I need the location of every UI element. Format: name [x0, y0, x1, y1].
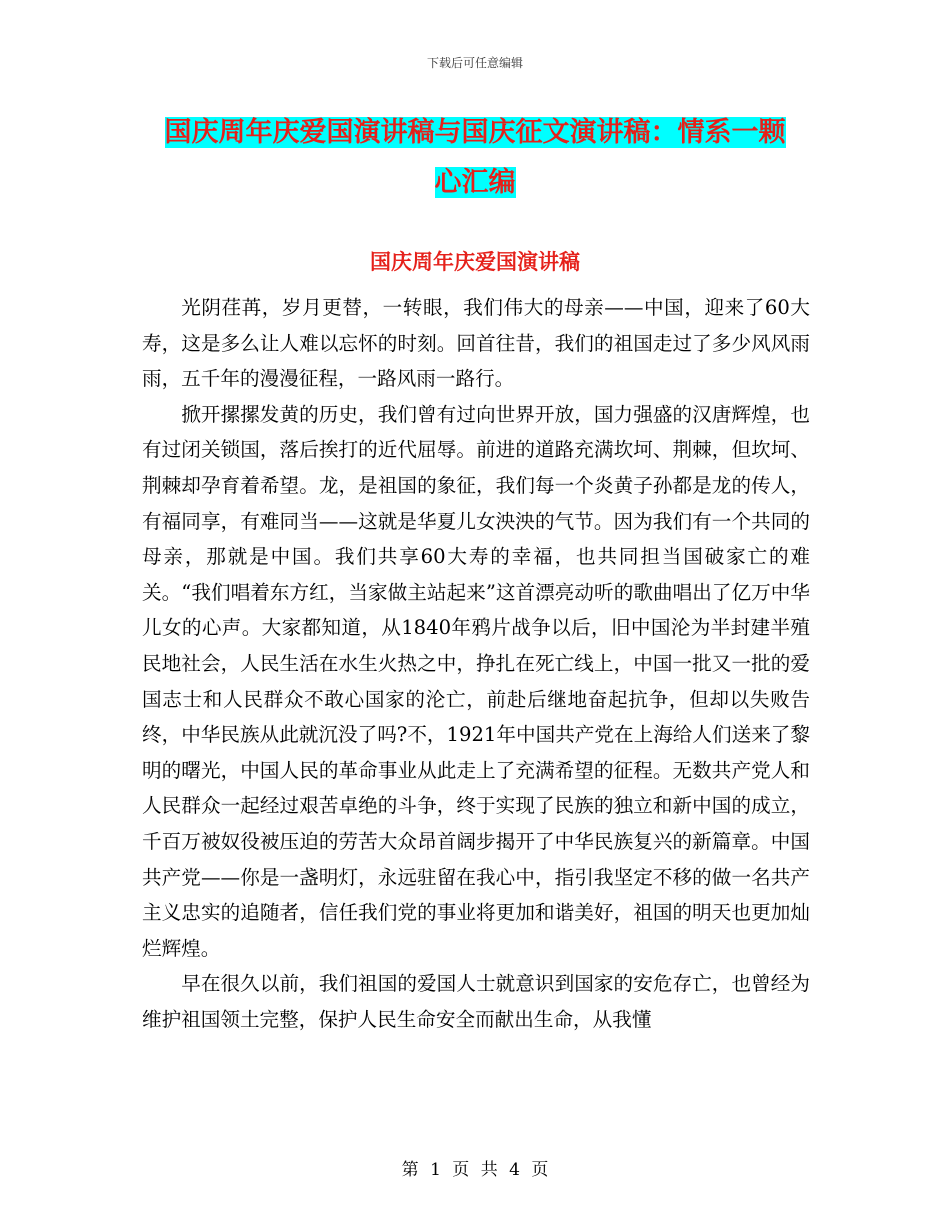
paragraph: 光阴荏苒，岁月更替，一转眼，我们伟大的母亲——中国，迎来了60大寿，这是多么让人难以忘怀的时刻。回首往昔，我们的祖国走过了多少风风雨雨，五千年的漫漫征程，一路风雨一路行。 [142, 296, 810, 391]
title-line-1: 国庆周年庆爱国演讲稿与国庆征文演讲稿：情系一颗 [164, 117, 786, 148]
page-footer: 第 1 页 共 4 页 [401, 1160, 549, 1180]
document-title [140, 108, 810, 208]
paragraph: 掀开摞摞发黄的历史，我们曾有过向世界开放，国力强盛的汉唐辉煌，也有过闭关锁国，落后挨打的近代屈辱。前进的道路充满坎坷、荆棘，但坎坷、荆棘却孕育着希望。龙，是祖国的象征，我们每一个炎黄子孙都是龙的传人，有福同享，有难同当——这就是华夏儿女泱泱的气节。因为我们有一个共同的母亲，那就是中国。我们共享60大寿的幸福，也共同担当国破家亡的难关。“我们唱着东方红，当家做主站起来”这首漂亮动听的歌曲唱出了亿万中华儿女的心声。大家都知道，从1840年鸦片战争以后，旧中国沦为半封建半殖民地社会，人民生活在水生火热之中，挣扎在死亡线上，中国一批又一批的爱国志士和人民群众不敢心国家的沦亡，前赴后继地奋起抗争，但却以失败告终，中华民族从此就沉没了吗?不，1921年中国共产党在上海给人们送来了黎明的曙光，中国人民的革命事业从此走上了充满希望的征程。无数共产党人和人民群众一起经过艰苦卓绝的斗争，终于实现了民族的独立和新中国的成立，千百万被奴役被压迫的劳苦大众昂首阔步揭开了中华民族复兴的新篇章。中国共产党——你是一盏明灯，永远驻留在我心中，指引我坚定不移的做一名共产主义忠实的追随者，信任我们党的事业将更加和谐美好，祖国的明天也更加灿烂辉煌。 [142, 402, 810, 960]
header-note: 下载后可任意编辑 [426, 56, 523, 70]
paragraph: 早在很久以前，我们祖国的爱国人士就意识到国家的安危存亡，也曾经为维护祖国领土完整，保护人民生命安全而献出生命，从我懂 [142, 972, 810, 1031]
title-line-2: 心汇编 [434, 167, 516, 198]
body-text [142, 290, 810, 1037]
section-title: 国庆周年庆爱国演讲稿 [370, 250, 580, 274]
